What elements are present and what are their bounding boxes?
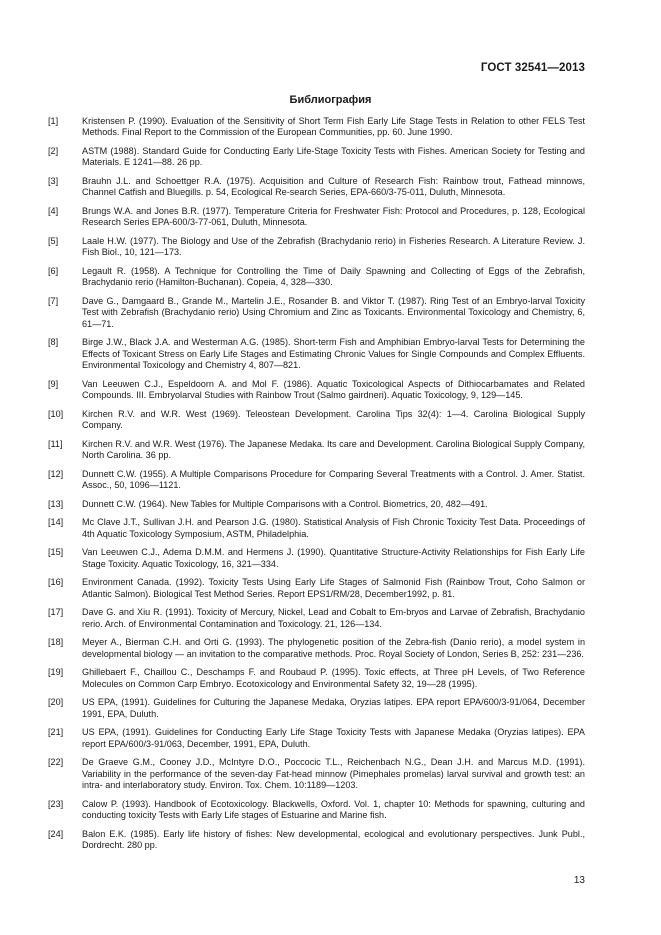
reference-text: Kirchen R.V. and W.R. West (1969). Teleostean Development. Carolina Tips 32(4): 1—4. Carolina Biological Supply Company. (82, 408, 585, 431)
reference-text: Dunnett C.W. (1955). A Multiple Comparisons Procedure for Comparing Several Treatments with a Control. J. Amer. Statist. Assoc., 50, 1096—1121. (82, 468, 585, 491)
reference-number: [18] (48, 637, 64, 648)
reference-item (48, 116, 585, 139)
reference-item (48, 206, 585, 229)
reference-item (48, 757, 585, 791)
reference-text: Meyer A., Bierman C.H. and Orti G. (1993). The phylogenetic position of the Zebra-fish (Danio rerio), a model system in developmental biology — an invitation to the comparative methods. Proc. Royal Society of London, Series B, 252: 231—236. (82, 637, 585, 659)
reference-text: Kirchen R.V. and W.R. West (1976). The Japanese Medaka. Its care and Development. Carolina Biological Supply Company, North Carolina. 36 pp. (82, 438, 585, 461)
reference-text: Legault R. (1958). A Technique for Controlling the Time of Daily Spawning and Collecting of Eggs of the Zebrafish, Brachydanio rerio (Hamilton-Buchanan). Copeia, 4, 328—330. (82, 266, 585, 288)
reference-number: [16] (48, 577, 64, 588)
page-number: 13 (573, 875, 585, 886)
reference-number: [3] (48, 176, 59, 186)
reference-item (48, 697, 585, 720)
reference-text: Brungs W.A. and Jones B.R. (1977). Temperature Criteria for Freshwater Fish: Protocol and Procedures, p. 128, Ecological Research Series EPA-600/3-77-061, Duluth, Minnesota. (82, 206, 585, 228)
reference-number: [2] (48, 146, 59, 156)
reference-number: [21] (48, 727, 64, 738)
reference-text: Balon E.K. (1985). Early life history of fishes: New developmental, ecological and evolutionary perspectives. Junk Publ., Dordrecht. 280 pp. (82, 828, 585, 851)
reference-text: Van Leeuwen C.J., Adema D.M.M. and Hermens J. (1990). Quantitative Structure-Activity Relationships for Fish Early Life Stage Toxicity. Aquatic Toxicology, 16, 321—334. (82, 547, 585, 569)
reference-item (48, 499, 585, 510)
reference-number: [10] (48, 408, 64, 419)
reference-item (48, 176, 585, 199)
reference-number: [17] (48, 607, 64, 618)
reference-item (48, 266, 585, 289)
reference-number: [4] (48, 206, 59, 216)
reference-text: Environment Canada. (1992). Toxicity Tests Using Early Life Stages of Salmonid Fish (Rainbow Trout, Coho Salmon or Atlantic Salmon). Biological Test Method Series. Report EPS1/RM/28, December1992, p. 81. (82, 577, 585, 599)
reference-item (48, 469, 585, 492)
reference-number: [24] (48, 828, 64, 839)
reference-text: Kristensen P. (1990). Evaluation of the Sensitivity of Short Term Fish Early Life Stage Tests in Relation to other FELS Test Methods. Final Report to the Commission of the European Communities, pp. 60. June 1990. (82, 116, 585, 138)
reference-text: Dunnett C.W. (1964). New Tables for Multiple Comparisons with a Control. Biometrics, 20, 482—491. (82, 498, 488, 509)
reference-item (48, 829, 585, 852)
reference-item (48, 296, 585, 330)
reference-number: [22] (48, 757, 64, 768)
reference-text: US EPA, (1991). Guidelines for Conducting Early Life Stage Toxicity Tests with Japanese Medaka (Oryzias latipes). EPA report EPA/600/3-91/063, December, 1991, EPA, Duluth. (82, 727, 585, 749)
reference-item (48, 379, 585, 402)
reference-item (48, 547, 585, 570)
reference-item (48, 409, 585, 432)
reference-number: [23] (48, 798, 64, 809)
reference-number: [13] (48, 498, 64, 509)
reference-item (48, 667, 585, 690)
reference-number: [1] (48, 116, 59, 126)
reference-number: [12] (48, 468, 64, 479)
reference-item (48, 146, 585, 169)
reference-item (48, 439, 585, 462)
reference-item (48, 577, 585, 600)
reference-text: Birge J.W., Black J.A. and Westerman A.G. (1985). Short-term Fish and Amphibian Embryo-larval Tests for Determining the Effects of Toxicant Stress on Early Life Stages and Estimating Chronic Values for Single Compounds and Complex Effluents. Environmental Toxicology and Chemistry 4, 807—821. (82, 337, 585, 371)
reference-text: ASTM (1988). Standard Guide for Conducting Early Life-Stage Toxicity Tests with Fishes. American Society for Testing and Materials. E 1241—88. 26 pp. (82, 146, 585, 168)
reference-number: [9] (48, 378, 59, 389)
reference-text: Laale H.W. (1977). The Biology and Use of the Zebrafish (Brachydanio rerio) in Fisheries Research. A Literature Review. J. Fish Biol., 10, 121—173. (82, 236, 585, 258)
reference-text: De Graeve G.M., Cooney J.D., McIntyre D.O., Poccocic T.L., Reichenbach N.G., Dean J.H. and Marcus M.D. (1991). Variability in the performance of the seven-day Fat-head minnow (Pimephales promelas) larval survival and growth test: an intra- and interlaboratory study. Environ. Tox. Chem. 10:1189—1203. (82, 757, 585, 791)
reference-item (48, 337, 585, 371)
reference-number: [7] (48, 296, 59, 306)
reference-number: [20] (48, 697, 64, 708)
reference-number: [15] (48, 547, 64, 558)
reference-number: [6] (48, 266, 59, 276)
reference-text: Brauhn J.L. and Schoettger R.A. (1975). Acquisition and Culture of Research Fish: Rainbow trout, Fathead minnows, Channel Catfish and Bluegills. p. 54, Ecological Re-search Series, EPA-660/3-75-011, Duluth, Minnesota. (82, 176, 585, 198)
reference-number: [11] (48, 438, 63, 449)
reference-text: US EPA, (1991). Guidelines for Culturing the Japanese Medaka, Oryzias latipes. EPA report EPA/600/3-91/064, December 1991, EPA, Duluth. (82, 697, 585, 719)
reference-text: Ghillebaert F., Chaillou C., Deschamps F. and Roubaud P. (1995). Toxic effects, at Three pH Levels, of Two Reference Molecules on Common Carp Embryo. Ecotoxicology and Environmental Safety 32, 19—28 (1995). (82, 667, 585, 689)
standard-code: ГОСТ 32541—2013 (480, 62, 585, 74)
page-title: Библиография (289, 94, 372, 106)
reference-text: Van Leeuwen C.J., Espeldoorn A. and Mol F. (1986). Aquatic Toxicological Aspects of Dithiocarbamates and Related Compounds. III. Embryolarval Studies with Rainbow Trout (Salmo gairdneri). Aquatic Toxicology, 9, 129—145. (82, 378, 585, 401)
reference-item (48, 799, 585, 822)
reference-item (48, 607, 585, 630)
reference-text: Dave G., Damgaard B., Grande M., Martelin J.E., Rosander B. and Viktor T. (1987). Ring Test of an Embryo-larval Toxicity Test with Zebrafish (Brachydanio rerio) Using Chromium and Zinc as Toxicants. Environmental Toxicology and Chemistry, 6, 61—71. (82, 296, 585, 329)
reference-number: [5] (48, 236, 59, 246)
reference-item (48, 236, 585, 259)
reference-number: [8] (48, 337, 59, 348)
reference-number: [14] (48, 517, 64, 528)
reference-number: [19] (48, 667, 64, 678)
reference-text: Calow P. (1993). Handbook of Ecotoxicology. Blackwells, Oxford. Vol. 1, chapter 10: Methods for spawning, culturing and conducting toxicity Tests with Early Life stages of Estuarine and Marine fish. (82, 798, 585, 821)
reference-item (48, 517, 585, 540)
bibliography-list (48, 116, 585, 859)
reference-item (48, 727, 585, 750)
reference-item (48, 637, 585, 660)
reference-text: Mc Clave J.T., Sullivan J.H. and Pearson J.G. (1980). Statistical Analysis of Fish Chronic Toxicity Test Data. Proceedings of 4th Aquatic Toxicology Symposium, ASTM, Philadelphia. (82, 517, 585, 539)
reference-text: Dave G. and Xiu R. (1991). Toxicity of Mercury, Nickel, Lead and Cobalt to Em-bryos and Larvae of Zebrafish, Brachydanio rerio. Arch. of Environmental Contamination and Toxicology. 21, 126—134. (82, 607, 585, 629)
